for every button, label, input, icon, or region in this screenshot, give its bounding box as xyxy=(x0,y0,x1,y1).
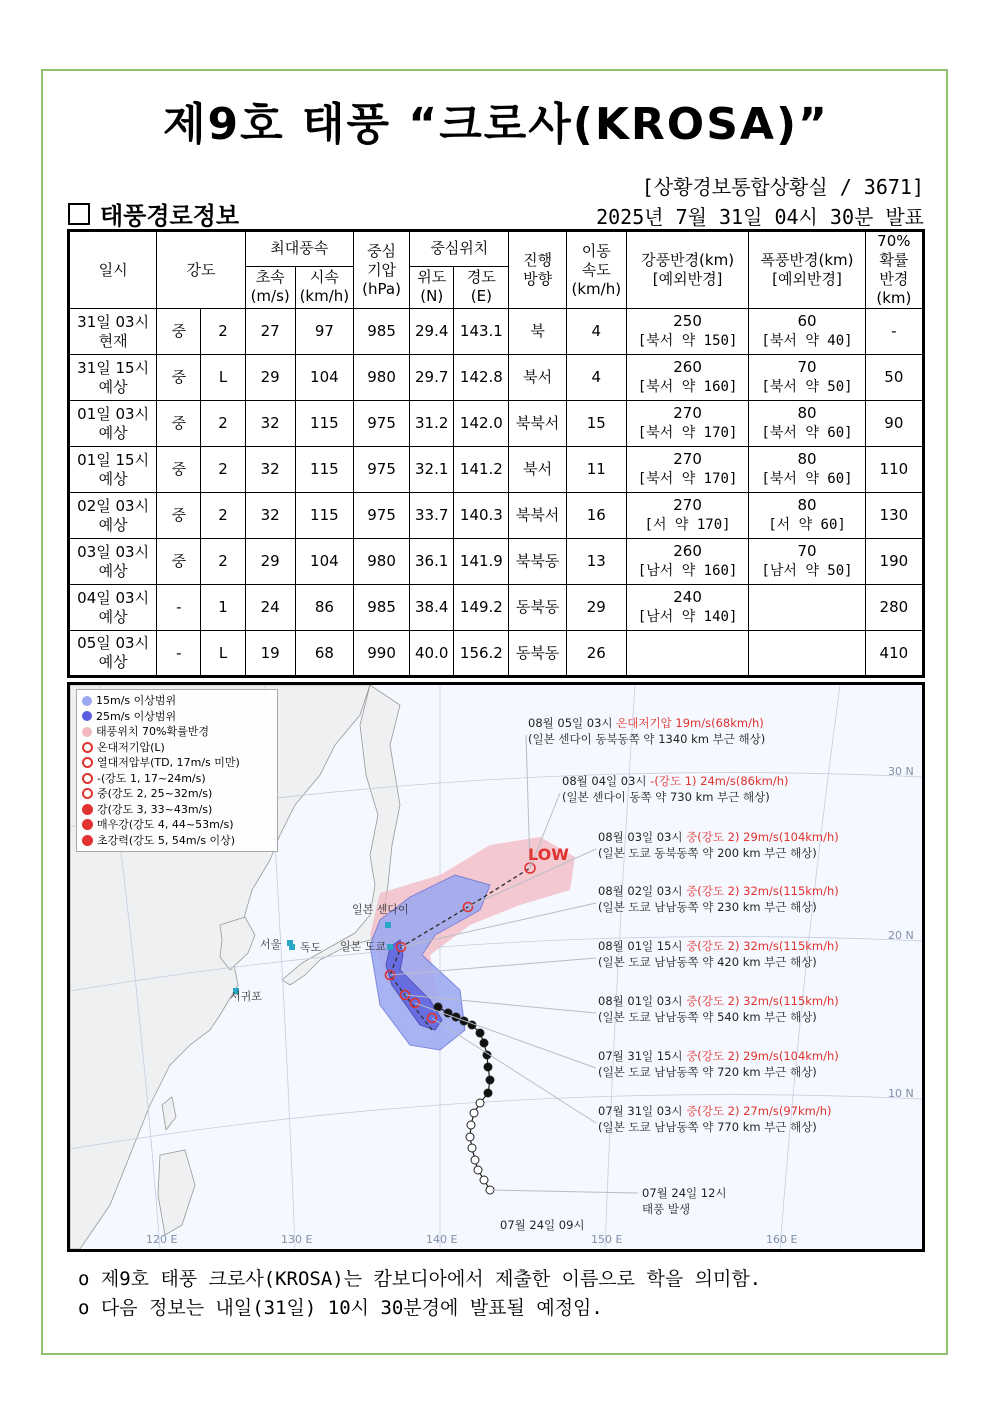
cell-wind-kmh: 115 xyxy=(295,447,353,493)
callout-location: (일본 도쿄 동북동쪽 약 200 km 부근 해상) xyxy=(598,846,817,860)
cell-direction: 북서 xyxy=(509,447,566,493)
cell-grade: 2 xyxy=(201,447,245,493)
cell-direction: 북 xyxy=(509,309,566,355)
legend-label: 초강력(강도 5, 54m/s 이상) xyxy=(97,833,236,847)
cell-storm-radius: 270 [북서 약 170] xyxy=(626,447,748,493)
note-1: o 제9호 태풍 크로사(KROSA)는 캄보디아에서 제출한 이름으로 학을 의미함. xyxy=(78,1268,762,1290)
cell-speed: 4 xyxy=(566,355,626,401)
legend-item xyxy=(82,817,272,833)
city-marker-icon xyxy=(385,922,391,928)
callout-time: 08월 04일 03시 xyxy=(562,774,651,788)
table-row xyxy=(69,631,924,677)
cell-lon: 140.3 xyxy=(454,493,509,539)
header-direction: 진행 방향 xyxy=(509,231,566,309)
cell-speed: 16 xyxy=(566,493,626,539)
past-track-point xyxy=(471,1156,479,1164)
cell-pressure: 980 xyxy=(353,355,409,401)
callout-time: 07월 31일 15시 xyxy=(598,1049,687,1063)
cell-lon: 143.1 xyxy=(454,309,509,355)
section-title: 태풍경로정보 xyxy=(100,202,240,230)
past-track-point xyxy=(470,1109,478,1117)
cell-wind-kmh: 68 xyxy=(295,631,353,677)
lat-label: 30 N xyxy=(888,765,914,778)
header-storm-radius: 강풍반경(km) [예외반경] xyxy=(626,231,748,309)
genesis-leader xyxy=(492,1190,638,1193)
cell-wind-kmh: 97 xyxy=(295,309,353,355)
cell-speed: 4 xyxy=(566,309,626,355)
callout-time: 08월 01일 15시 xyxy=(598,939,687,953)
cell-wind-kmh: 115 xyxy=(295,493,353,539)
cell-storm-radius: 240 [남서 약 140] xyxy=(626,585,748,631)
legend-item xyxy=(82,786,272,802)
callout-time: 08월 05일 03시 xyxy=(528,716,617,730)
cell-class: 중 xyxy=(157,493,201,539)
cell-storm-radius: 270 [서 약 170] xyxy=(626,493,748,539)
city-marker-icon xyxy=(387,944,393,950)
past-track-point xyxy=(467,1121,475,1129)
header-gale-radius: 폭풍반경(km) [예외반경] xyxy=(749,231,865,309)
legend-item xyxy=(82,693,272,709)
header-wind-ms: 초속 (m/s) xyxy=(245,266,295,308)
past-track-point xyxy=(476,1099,484,1107)
cell-gale-radius: 70 [북서 약 50] xyxy=(749,355,865,401)
cell-wind-ms: 32 xyxy=(245,447,295,493)
cell-probability-radius: 90 xyxy=(865,401,923,447)
legend-symbol-icon xyxy=(82,711,92,721)
office-label: [상황경보통합상황실 / 3671] xyxy=(641,175,924,199)
legend-item xyxy=(82,802,272,818)
legend-symbol-icon xyxy=(82,696,92,706)
past-track-point xyxy=(474,1166,482,1174)
callout-intensity: 중(강도 2) 27m/s(97km/h) xyxy=(686,1104,832,1118)
legend-label: 온대저기압(L) xyxy=(97,740,165,754)
cell-storm-radius: 260 [북서 약 160] xyxy=(626,355,748,401)
past-track-point xyxy=(484,1063,492,1071)
cell-probability-radius: 190 xyxy=(865,539,923,585)
page-title: 제9호 태풍 “크로사(KROSA)” xyxy=(163,99,829,150)
callout-title xyxy=(598,939,839,953)
cell-wind-ms: 19 xyxy=(245,631,295,677)
typhoon-track-table xyxy=(67,229,925,678)
header-speed: 이동 속도 (km/h) xyxy=(566,231,626,309)
legend-item xyxy=(82,724,272,740)
cell-speed: 13 xyxy=(566,539,626,585)
cell-probability-radius: 110 xyxy=(865,447,923,493)
header-time: 일시 xyxy=(69,231,157,309)
cell-lat: 36.1 xyxy=(410,539,454,585)
checkbox-square-icon xyxy=(68,203,90,225)
cell-speed: 29 xyxy=(566,585,626,631)
cell-grade: 2 xyxy=(201,493,245,539)
legend-symbol-icon xyxy=(82,835,93,846)
first-point-time-label: 07월 24일 09시 xyxy=(500,1218,585,1232)
lon-label: 130 E xyxy=(281,1233,313,1246)
callout-location: (일본 도쿄 남남동쪽 약 540 km 부근 해상) xyxy=(598,1010,817,1024)
cell-lat: 31.2 xyxy=(410,401,454,447)
cell-lat: 32.1 xyxy=(410,447,454,493)
cell-time: 05일 03시 예상 xyxy=(69,631,157,677)
cell-lat: 29.7 xyxy=(410,355,454,401)
table-row xyxy=(69,539,924,585)
callout-time: 08월 03일 03시 xyxy=(598,830,687,844)
section-heading xyxy=(68,196,239,231)
cell-lon: 141.2 xyxy=(454,447,509,493)
callout-location: (일본 도쿄 남남동쪽 약 770 km 부근 해상) xyxy=(598,1120,817,1134)
city-label: 독도 xyxy=(300,941,322,954)
header-position: 중심위치 xyxy=(410,231,509,267)
cell-direction: 북북서 xyxy=(509,493,566,539)
cell-lat: 38.4 xyxy=(410,585,454,631)
callout-title xyxy=(562,774,789,788)
legend-symbol-icon xyxy=(82,757,93,768)
cell-speed: 11 xyxy=(566,447,626,493)
callout-title xyxy=(528,716,764,730)
cell-wind-ms: 24 xyxy=(245,585,295,631)
cell-grade: 2 xyxy=(201,309,245,355)
cell-direction: 북북동 xyxy=(509,539,566,585)
table-row xyxy=(69,309,924,355)
past-track-point xyxy=(468,1144,476,1152)
cell-class: 중 xyxy=(157,539,201,585)
cell-pressure: 975 xyxy=(353,447,409,493)
lon-label: 160 E xyxy=(766,1233,798,1246)
callout-time: 08월 01일 03시 xyxy=(598,994,687,1008)
cell-wind-ms: 27 xyxy=(245,309,295,355)
cell-pressure: 975 xyxy=(353,401,409,447)
land-korea xyxy=(220,917,255,970)
past-track-point xyxy=(480,1039,488,1047)
callout-intensity: 중(강도 2) 32m/s(115km/h) xyxy=(686,994,839,1008)
cell-lon: 141.9 xyxy=(454,539,509,585)
callout-time: 07월 31일 03시 xyxy=(598,1104,687,1118)
cell-gale-radius: 80 [서 약 60] xyxy=(749,493,865,539)
cell-lon: 156.2 xyxy=(454,631,509,677)
cell-storm-radius: 270 [북서 약 170] xyxy=(626,401,748,447)
city-label: 일본 센다이 xyxy=(352,903,409,916)
cell-probability-radius: 130 xyxy=(865,493,923,539)
cell-grade: 2 xyxy=(201,401,245,447)
past-track-point xyxy=(476,1029,484,1037)
cell-probability-radius: - xyxy=(865,309,923,355)
cell-gale-radius: 80 [북서 약 60] xyxy=(749,447,865,493)
genesis-label: 태풍 발생 xyxy=(642,1202,691,1216)
cell-grade: 1 xyxy=(201,585,245,631)
cell-probability-radius: 410 xyxy=(865,631,923,677)
legend-item xyxy=(82,755,272,771)
cell-wind-ms: 29 xyxy=(245,355,295,401)
cell-class: 중 xyxy=(157,401,201,447)
cell-direction: 북북서 xyxy=(509,401,566,447)
cell-probability-radius: 280 xyxy=(865,585,923,631)
city-label: 서귀포 xyxy=(230,990,262,1003)
callout-intensity: 중(강도 2) 32m/s(115km/h) xyxy=(686,884,839,898)
city-label: 서울 xyxy=(260,938,282,951)
callout-title xyxy=(598,1104,831,1118)
cell-direction: 동북동 xyxy=(509,631,566,677)
legend-symbol-icon xyxy=(82,819,93,830)
callout-time: 08월 02일 03시 xyxy=(598,884,687,898)
lon-label: 140 E xyxy=(426,1233,458,1246)
cell-time: 01일 15시 예상 xyxy=(69,447,157,493)
cell-lat: 40.0 xyxy=(410,631,454,677)
past-track-point xyxy=(484,1089,492,1097)
legend-label: 매우강(강도 4, 44~53m/s) xyxy=(97,818,234,831)
table-row xyxy=(69,493,924,539)
cell-gale-radius: 80 [북서 약 60] xyxy=(749,401,865,447)
cell-grade: L xyxy=(201,631,245,677)
cell-time: 01일 03시 예상 xyxy=(69,401,157,447)
header-lat: 위도 (N) xyxy=(410,266,454,308)
city-marker-icon xyxy=(289,944,295,950)
legend-item xyxy=(82,833,272,849)
land-taiwan xyxy=(162,1097,176,1130)
callout-intensity: 중(강도 2) 29m/s(104km/h) xyxy=(686,830,839,844)
cell-lat: 33.7 xyxy=(410,493,454,539)
cell-lon: 142.8 xyxy=(454,355,509,401)
cell-time: 31일 15시 예상 xyxy=(69,355,157,401)
legend-label: 태풍위치 70%확률반경 xyxy=(96,725,209,738)
callout-location: (일본 도쿄 남남동쪽 약 420 km 부근 해상) xyxy=(598,955,817,969)
legend-label: 열대저압부(TD, 17m/s 미만) xyxy=(97,756,240,769)
lon-label: 150 E xyxy=(591,1233,623,1246)
cell-grade: 2 xyxy=(201,539,245,585)
cell-class: 중 xyxy=(157,447,201,493)
city-label: 일본 도쿄 xyxy=(340,940,387,953)
cell-lon: 142.0 xyxy=(454,401,509,447)
callout-title xyxy=(598,830,839,844)
cell-gale-radius: 60 [북서 약 40] xyxy=(749,309,865,355)
legend-symbol-icon xyxy=(82,727,92,737)
cell-lon: 149.2 xyxy=(454,585,509,631)
cell-wind-ms: 32 xyxy=(245,401,295,447)
table-row xyxy=(69,447,924,493)
header-probability-radius: 70% 확률 반경 (km) xyxy=(865,231,923,309)
table-body xyxy=(69,309,924,677)
legend-label: -(강도 1, 17~24m/s) xyxy=(97,771,206,785)
callout-leader xyxy=(432,1018,596,1123)
cell-time: 31일 03시 현재 xyxy=(69,309,157,355)
cell-speed: 26 xyxy=(566,631,626,677)
cell-grade: L xyxy=(201,355,245,401)
cell-gale-radius xyxy=(749,631,865,677)
cell-probability-radius: 50 xyxy=(865,355,923,401)
cell-pressure: 990 xyxy=(353,631,409,677)
legend-symbol-icon xyxy=(82,742,93,753)
cell-direction: 북서 xyxy=(509,355,566,401)
cell-wind-kmh: 104 xyxy=(295,539,353,585)
cell-speed: 15 xyxy=(566,401,626,447)
cell-gale-radius: 70 [남서 약 50] xyxy=(749,539,865,585)
cell-lat: 29.4 xyxy=(410,309,454,355)
notes xyxy=(78,1265,761,1323)
legend-label: 25m/s 이상범위 xyxy=(96,709,177,723)
legend-symbol-icon xyxy=(82,773,93,784)
table-row xyxy=(69,585,924,631)
typhoon-track-map xyxy=(67,682,925,1252)
past-track-point xyxy=(480,1176,488,1184)
cell-class: 중 xyxy=(157,355,201,401)
callout-title xyxy=(598,994,839,1008)
table-row xyxy=(69,355,924,401)
land-philippines xyxy=(158,1150,195,1235)
past-track-point xyxy=(486,1076,494,1084)
cell-class: - xyxy=(157,585,201,631)
legend-label: 15m/s 이상범위 xyxy=(96,694,177,707)
callout-location: (일본 도쿄 남남동쪽 약 720 km 부근 해상) xyxy=(598,1065,817,1079)
lat-label: 10 N xyxy=(888,1087,914,1100)
cell-time: 04일 03시 예상 xyxy=(69,585,157,631)
lat-label: 20 N xyxy=(888,929,914,942)
header-pressure: 중심 기압 (hPa) xyxy=(353,231,409,309)
cell-storm-radius xyxy=(626,631,748,677)
cell-pressure: 980 xyxy=(353,539,409,585)
note-2: o 다음 정보는 내일(31일) 10시 30분경에 발표될 예정임. xyxy=(78,1297,603,1319)
lon-label: 120 E xyxy=(146,1233,178,1246)
callout-title xyxy=(598,1049,839,1063)
legend-symbol-icon xyxy=(82,788,93,799)
callout-intensity: 온대저기압 19m/s(68km/h) xyxy=(616,716,764,730)
issued-time: 2025년 7월 31일 04시 30분 발표 xyxy=(596,205,924,229)
callout-intensity: 중(강도 2) 29m/s(104km/h) xyxy=(686,1049,839,1063)
callout-location: (일본 센다이 동북동쪽 약 1340 km 부근 해상) xyxy=(528,732,766,746)
cell-wind-kmh: 86 xyxy=(295,585,353,631)
legend-label: 중(강도 2, 25~32m/s) xyxy=(97,787,213,800)
cell-wind-ms: 29 xyxy=(245,539,295,585)
cell-class: - xyxy=(157,631,201,677)
cell-pressure: 975 xyxy=(353,493,409,539)
cell-storm-radius: 250 [북서 약 150] xyxy=(626,309,748,355)
legend-item xyxy=(82,709,272,725)
past-track-point xyxy=(466,1133,474,1141)
cell-time: 03일 03시 예상 xyxy=(69,539,157,585)
callout-intensity: -(강도 1) 24m/s(86km/h) xyxy=(650,774,789,788)
header-wind-kmh: 시속 (km/h) xyxy=(295,266,353,308)
low-label: LOW xyxy=(528,845,569,864)
legend-item xyxy=(82,740,272,756)
genesis-time-label: 07월 24일 12시 xyxy=(642,1186,727,1200)
cell-direction: 동북동 xyxy=(509,585,566,631)
cell-pressure: 985 xyxy=(353,309,409,355)
callout-location: (일본 센다이 동쪽 약 730 km 부근 해상) xyxy=(562,790,770,804)
callout-title xyxy=(598,884,839,898)
legend-item xyxy=(82,771,272,787)
cell-storm-radius: 260 [남서 약 160] xyxy=(626,539,748,585)
legend-label: 강(강도 3, 33~43m/s) xyxy=(97,802,213,816)
cell-class: 중 xyxy=(157,309,201,355)
cell-wind-kmh: 104 xyxy=(295,355,353,401)
header-lon: 경도 (E) xyxy=(454,266,509,308)
cell-gale-radius xyxy=(749,585,865,631)
header-intensity: 강도 xyxy=(157,231,245,309)
map-legend xyxy=(76,689,278,852)
cell-wind-kmh: 115 xyxy=(295,401,353,447)
cell-time: 02일 03시 예상 xyxy=(69,493,157,539)
cell-pressure: 985 xyxy=(353,585,409,631)
callout-intensity: 중(강도 2) 32m/s(115km/h) xyxy=(686,939,839,953)
cell-wind-ms: 32 xyxy=(245,493,295,539)
legend-symbol-icon xyxy=(82,804,93,815)
table-row xyxy=(69,401,924,447)
callout-location: (일본 도쿄 남남동쪽 약 230 km 부근 해상) xyxy=(598,900,817,914)
header-max-wind: 최대풍속 xyxy=(245,231,353,267)
